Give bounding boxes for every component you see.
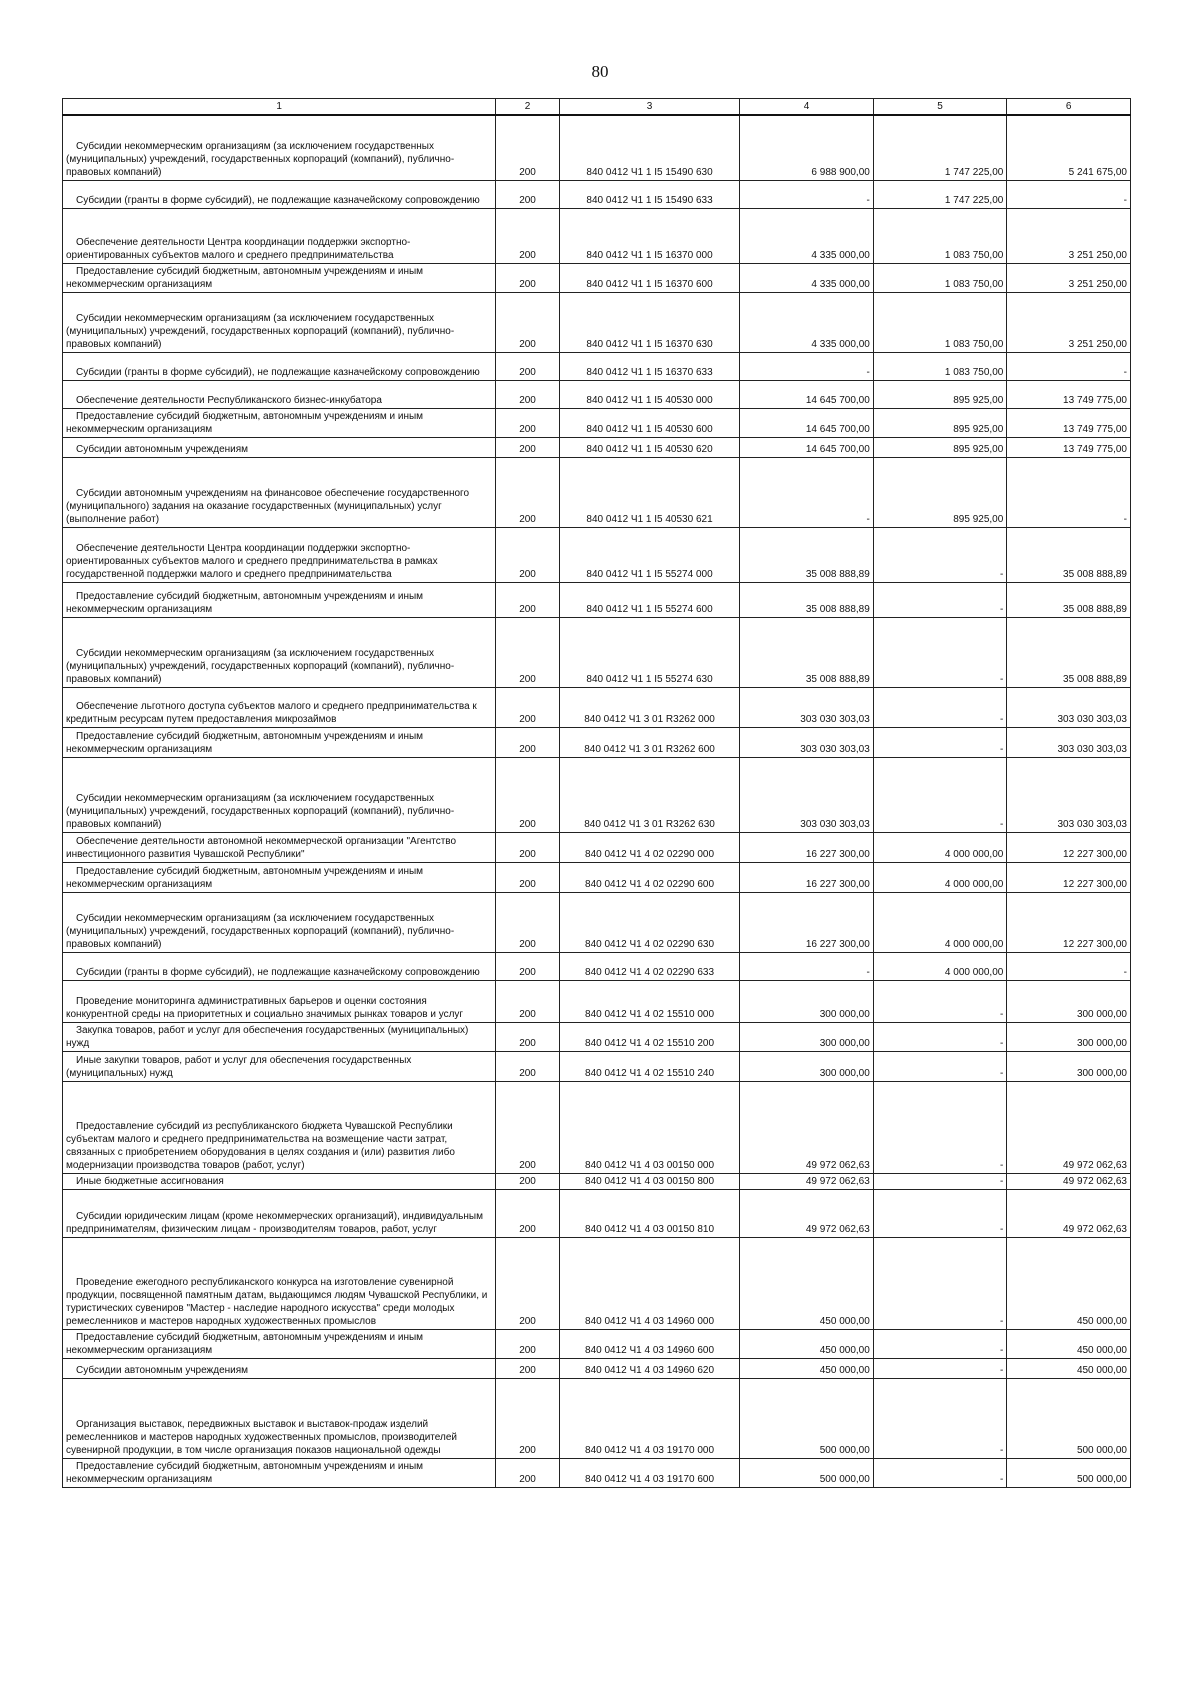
row-classification-cell: 840 0412 Ч1 3 01 R3262 630 — [559, 757, 740, 832]
row-col4-cell: 500 000,00 — [740, 1458, 874, 1487]
row-name-text: Субсидии автономным учреждениям на финансовое обеспечение государственного (муниципального) задания на оказание государственных (муниципальных) услуг (выполнение работ) — [66, 487, 470, 525]
row-name-text: Обеспечение деятельности автономной некоммерческой организации "Агентство инвестиционного развития Чувашской Республики" — [66, 835, 457, 860]
row-col6-cell: - — [1007, 180, 1131, 208]
row-classification-cell: 840 0412 Ч1 4 03 19170 600 — [559, 1458, 740, 1487]
table-row — [63, 1051, 1131, 1081]
row-col5-cell: 895 925,00 — [873, 437, 1007, 457]
row-name-cell — [63, 980, 496, 1022]
row-name-text: Закупка товаров, работ и услуг для обеспечения государственных (муниципальных) нужд — [66, 1024, 469, 1049]
row-col4-cell: 35 008 888,89 — [740, 527, 874, 582]
row-code-cell: 200 — [496, 1329, 559, 1358]
row-col6-cell: 13 749 775,00 — [1007, 380, 1131, 408]
row-col5-cell: 1 083 750,00 — [873, 292, 1007, 352]
row-col4-cell: 303 030 303,03 — [740, 727, 874, 757]
row-col6-cell: 500 000,00 — [1007, 1378, 1131, 1458]
row-code-cell: 200 — [496, 1173, 559, 1189]
row-name-text: Субсидии автономным учреждениям — [76, 1364, 249, 1376]
row-name-cell — [63, 617, 496, 687]
header-row — [63, 99, 1131, 116]
row-classification-cell: 840 0412 Ч1 1 I5 40530 620 — [559, 437, 740, 457]
row-name-cell — [63, 263, 496, 292]
row-col6-cell: 300 000,00 — [1007, 1022, 1131, 1051]
row-col6-cell: 303 030 303,03 — [1007, 727, 1131, 757]
row-classification-cell: 840 0412 Ч1 4 03 00150 000 — [559, 1081, 740, 1173]
row-classification-cell: 840 0412 Ч1 4 03 00150 800 — [559, 1173, 740, 1189]
row-col6-cell: 3 251 250,00 — [1007, 263, 1131, 292]
row-code-cell: 200 — [496, 1458, 559, 1487]
row-name-cell — [63, 952, 496, 980]
row-code-cell: 200 — [496, 1237, 559, 1329]
row-name-cell — [63, 1051, 496, 1081]
row-name-cell — [63, 180, 496, 208]
row-name-text: Предоставление субсидий бюджетным, автономным учреждениям и иным некоммерческим организациям — [66, 865, 424, 890]
row-col5-cell: - — [873, 1051, 1007, 1081]
row-classification-cell: 840 0412 Ч1 4 02 02290 600 — [559, 862, 740, 892]
row-classification-cell: 840 0412 Ч1 1 I5 15490 633 — [559, 180, 740, 208]
row-col5-cell: - — [873, 1189, 1007, 1237]
table-row — [63, 617, 1131, 687]
row-col4-cell: - — [740, 952, 874, 980]
row-classification-cell: 840 0412 Ч1 4 03 14960 000 — [559, 1237, 740, 1329]
row-col6-cell: 12 227 300,00 — [1007, 862, 1131, 892]
row-code-cell: 200 — [496, 180, 559, 208]
row-col4-cell: 16 227 300,00 — [740, 892, 874, 952]
row-code-cell: 200 — [496, 862, 559, 892]
header-col-4: 4 — [740, 99, 874, 116]
row-code-cell: 200 — [496, 727, 559, 757]
row-name-cell — [63, 1378, 496, 1458]
row-col6-cell: 35 008 888,89 — [1007, 582, 1131, 617]
row-name-cell — [63, 1358, 496, 1378]
row-code-cell: 200 — [496, 757, 559, 832]
row-classification-cell: 840 0412 Ч1 1 I5 40530 000 — [559, 380, 740, 408]
table-row — [63, 1081, 1131, 1173]
table-row — [63, 115, 1131, 180]
row-col4-cell: - — [740, 352, 874, 380]
row-col5-cell: - — [873, 617, 1007, 687]
row-col4-cell: 49 972 062,63 — [740, 1173, 874, 1189]
row-col6-cell: 303 030 303,03 — [1007, 757, 1131, 832]
row-name-text: Предоставление субсидий бюджетным, автономным учреждениям и иным некоммерческим организациям — [66, 410, 424, 435]
row-col6-cell: - — [1007, 457, 1131, 527]
row-col5-cell: - — [873, 727, 1007, 757]
table-row — [63, 1237, 1131, 1329]
row-name-cell — [63, 115, 496, 180]
row-col4-cell: 300 000,00 — [740, 980, 874, 1022]
row-name-cell — [63, 1173, 496, 1189]
row-classification-cell: 840 0412 Ч1 4 03 00150 810 — [559, 1189, 740, 1237]
table-row — [63, 1022, 1131, 1051]
row-classification-cell: 840 0412 Ч1 4 02 15510 000 — [559, 980, 740, 1022]
row-col4-cell: 14 645 700,00 — [740, 437, 874, 457]
row-classification-cell: 840 0412 Ч1 4 02 02290 630 — [559, 892, 740, 952]
table-row — [63, 527, 1131, 582]
row-col5-cell: 895 925,00 — [873, 457, 1007, 527]
row-code-cell: 200 — [496, 1081, 559, 1173]
row-col5-cell: 4 000 000,00 — [873, 862, 1007, 892]
row-code-cell: 200 — [496, 263, 559, 292]
table-row — [63, 980, 1131, 1022]
table-row — [63, 263, 1131, 292]
row-col4-cell: 6 988 900,00 — [740, 115, 874, 180]
table-row — [63, 292, 1131, 352]
row-code-cell: 200 — [496, 617, 559, 687]
row-col6-cell: 500 000,00 — [1007, 1458, 1131, 1487]
row-col5-cell: - — [873, 1358, 1007, 1378]
row-col4-cell: - — [740, 457, 874, 527]
row-col5-cell: - — [873, 1378, 1007, 1458]
row-name-cell — [63, 1081, 496, 1173]
row-name-text: Иные закупки товаров, работ и услуг для обеспечения государственных (муниципальных) нужд — [66, 1054, 412, 1079]
row-col5-cell: 4 000 000,00 — [873, 832, 1007, 862]
row-name-text: Обеспечение деятельности Центра координации поддержки экспортно-ориентированных субъектов малого и среднего предпринимательства в рамках государственной поддержки малого и среднего предпринимательства — [66, 542, 438, 580]
table-row — [63, 408, 1131, 437]
row-name-cell — [63, 1458, 496, 1487]
row-name-text: Предоставление субсидий бюджетным, автономным учреждениям и иным некоммерческим организациям — [66, 1460, 424, 1485]
row-name-cell — [63, 352, 496, 380]
table-row — [63, 892, 1131, 952]
row-name-text: Субсидии некоммерческим организациям (за исключением государственных (муниципальных) учреждений, государственных корпораций (компаний), публично-правовых компаний) — [66, 647, 455, 685]
table-row — [63, 757, 1131, 832]
row-name-text: Субсидии автономным учреждениям — [76, 443, 249, 455]
row-code-cell: 200 — [496, 292, 559, 352]
row-col4-cell: 49 972 062,63 — [740, 1189, 874, 1237]
row-name-text: Предоставление субсидий бюджетным, автономным учреждениям и иным некоммерческим организациям — [66, 730, 424, 755]
table-row — [63, 832, 1131, 862]
row-code-cell: 200 — [496, 892, 559, 952]
row-classification-cell: 840 0412 Ч1 1 I5 16370 630 — [559, 292, 740, 352]
table-row — [63, 380, 1131, 408]
table-row — [63, 687, 1131, 727]
row-code-cell: 200 — [496, 1378, 559, 1458]
row-code-cell: 200 — [496, 380, 559, 408]
header-col-1: 1 — [63, 99, 496, 116]
row-name-text: Предоставление субсидий из республиканского бюджета Чувашской Республики субъектам малого и среднего предпринимательства на возмещение части затрат, связанных с приобретением оборудования в целях создания и (или) развития либо модернизации производства товаров (работ, услуг) — [66, 1120, 455, 1171]
row-name-text: Субсидии некоммерческим организациям (за исключением государственных (муниципальных) учреждений, государственных корпораций (компаний), публично-правовых компаний) — [66, 912, 455, 950]
row-name-cell — [63, 832, 496, 862]
row-col4-cell: 500 000,00 — [740, 1378, 874, 1458]
row-name-text: Субсидии (гранты в форме субсидий), не подлежащие казначейскому сопровождению — [76, 366, 480, 378]
row-classification-cell: 840 0412 Ч1 1 I5 16370 633 — [559, 352, 740, 380]
row-col5-cell: 895 925,00 — [873, 408, 1007, 437]
row-name-text: Субсидии некоммерческим организациям (за исключением государственных (муниципальных) учреждений, государственных корпораций (компаний), публично-правовых компаний) — [66, 312, 455, 350]
table-row — [63, 952, 1131, 980]
row-classification-cell: 840 0412 Ч1 1 I5 15490 630 — [559, 115, 740, 180]
row-name-text: Субсидии (гранты в форме субсидий), не подлежащие казначейскому сопровождению — [76, 966, 480, 978]
header-col-5: 5 — [873, 99, 1007, 116]
row-col6-cell: 13 749 775,00 — [1007, 408, 1131, 437]
row-col5-cell: - — [873, 980, 1007, 1022]
table-row — [63, 1329, 1131, 1358]
row-code-cell: 200 — [496, 437, 559, 457]
row-classification-cell: 840 0412 Ч1 1 I5 16370 000 — [559, 208, 740, 263]
row-col5-cell: 4 000 000,00 — [873, 892, 1007, 952]
row-col6-cell: 49 972 062,63 — [1007, 1189, 1131, 1237]
table-row — [63, 1173, 1131, 1189]
row-code-cell: 200 — [496, 208, 559, 263]
row-name-cell — [63, 408, 496, 437]
page-number: 80 — [591, 62, 609, 81]
row-code-cell: 200 — [496, 408, 559, 437]
row-classification-cell: 840 0412 Ч1 1 I5 40530 600 — [559, 408, 740, 437]
row-code-cell: 200 — [496, 1022, 559, 1051]
row-col5-cell: - — [873, 757, 1007, 832]
row-name-cell — [63, 292, 496, 352]
table-row — [63, 437, 1131, 457]
row-code-cell: 200 — [496, 582, 559, 617]
row-name-text: Иные бюджетные ассигнования — [76, 1175, 224, 1187]
row-col5-cell: 4 000 000,00 — [873, 952, 1007, 980]
row-col5-cell: - — [873, 1173, 1007, 1189]
row-col6-cell: - — [1007, 952, 1131, 980]
row-code-cell: 200 — [496, 457, 559, 527]
row-name-text: Обеспечение деятельности Центра координации поддержки экспортно-ориентированных субъектов малого и среднего предпринимательства — [66, 236, 411, 261]
row-code-cell: 200 — [496, 115, 559, 180]
row-code-cell: 200 — [496, 952, 559, 980]
table-row — [63, 862, 1131, 892]
row-col6-cell: 300 000,00 — [1007, 980, 1131, 1022]
row-classification-cell: 840 0412 Ч1 4 03 14960 620 — [559, 1358, 740, 1378]
row-col6-cell: 450 000,00 — [1007, 1329, 1131, 1358]
table-row — [63, 457, 1131, 527]
row-classification-cell: 840 0412 Ч1 1 I5 16370 600 — [559, 263, 740, 292]
row-name-text: Организация выставок, передвижных выставок и выставок-продаж изделий ремесленников и мастеров народных художественных промыслов, производителей сувенирной продукции, в том числе организация показов национальной одежды — [66, 1418, 457, 1456]
row-name-cell — [63, 862, 496, 892]
row-col5-cell: 1 747 225,00 — [873, 180, 1007, 208]
row-col6-cell: 35 008 888,89 — [1007, 617, 1131, 687]
row-name-text: Субсидии юридическим лицам (кроме некоммерческих организаций), индивидуальным предпринимателям, физическим лицам - производителям товаров, работ, услуг — [66, 1210, 483, 1235]
row-col6-cell: 450 000,00 — [1007, 1358, 1131, 1378]
row-name-cell — [63, 457, 496, 527]
row-col4-cell: 450 000,00 — [740, 1358, 874, 1378]
row-name-cell — [63, 437, 496, 457]
row-col6-cell: 303 030 303,03 — [1007, 687, 1131, 727]
row-col4-cell: 300 000,00 — [740, 1022, 874, 1051]
row-classification-cell: 840 0412 Ч1 4 03 19170 000 — [559, 1378, 740, 1458]
row-col6-cell: 3 251 250,00 — [1007, 292, 1131, 352]
row-name-text: Проведение ежегодного республиканского конкурса на изготовление сувенирной продукции, посвященной памятным датам, выдающимся людям Чувашской Республики, и туристических сувениров "Мастер - наследие народного искусства" среди молодых ремесленников и мастеров народных художественных промыслов — [66, 1276, 488, 1327]
table-row — [63, 582, 1131, 617]
row-col4-cell: 16 227 300,00 — [740, 832, 874, 862]
row-col5-cell: - — [873, 527, 1007, 582]
row-classification-cell: 840 0412 Ч1 1 I5 55274 630 — [559, 617, 740, 687]
row-classification-cell: 840 0412 Ч1 4 02 02290 633 — [559, 952, 740, 980]
table-row — [63, 208, 1131, 263]
row-col4-cell: 4 335 000,00 — [740, 263, 874, 292]
table-header — [63, 99, 1131, 116]
row-name-cell — [63, 582, 496, 617]
row-col4-cell: 303 030 303,03 — [740, 757, 874, 832]
row-col6-cell: 49 972 062,63 — [1007, 1081, 1131, 1173]
row-col5-cell: 895 925,00 — [873, 380, 1007, 408]
row-col4-cell: 49 972 062,63 — [740, 1081, 874, 1173]
row-col6-cell: 13 749 775,00 — [1007, 437, 1131, 457]
row-col5-cell: - — [873, 582, 1007, 617]
row-col4-cell: 35 008 888,89 — [740, 617, 874, 687]
row-code-cell: 200 — [496, 1051, 559, 1081]
table-body — [63, 115, 1131, 1487]
row-col5-cell: 1 083 750,00 — [873, 263, 1007, 292]
row-name-cell — [63, 687, 496, 727]
row-name-text: Обеспечение льготного доступа субъектов малого и среднего предпринимательства к кредитным ресурсам путем предоставления микрозаймов — [66, 700, 477, 725]
row-col6-cell: 450 000,00 — [1007, 1237, 1131, 1329]
row-col4-cell: - — [740, 180, 874, 208]
row-col6-cell: 12 227 300,00 — [1007, 892, 1131, 952]
row-col4-cell: 4 335 000,00 — [740, 292, 874, 352]
row-name-text: Проведение мониторинга административных барьеров и оценки состояния конкурентной среды на приоритетных и социально значимых рынках товаров и услуг — [66, 995, 464, 1020]
row-col6-cell: 12 227 300,00 — [1007, 832, 1131, 862]
row-col4-cell: 16 227 300,00 — [740, 862, 874, 892]
row-classification-cell: 840 0412 Ч1 3 01 R3262 000 — [559, 687, 740, 727]
row-col5-cell: - — [873, 1329, 1007, 1358]
row-name-text: Субсидии (гранты в форме субсидий), не подлежащие казначейскому сопровождению — [76, 194, 480, 206]
row-name-text: Предоставление субсидий бюджетным, автономным учреждениям и иным некоммерческим организациям — [66, 590, 424, 615]
table-row — [63, 727, 1131, 757]
row-classification-cell: 840 0412 Ч1 1 I5 55274 600 — [559, 582, 740, 617]
row-name-cell — [63, 892, 496, 952]
row-name-text: Субсидии некоммерческим организациям (за исключением государственных (муниципальных) учреждений, государственных корпораций (компаний), публично-правовых компаний) — [66, 140, 455, 178]
row-name-cell — [63, 1022, 496, 1051]
row-code-cell: 200 — [496, 687, 559, 727]
row-col5-cell: - — [873, 1022, 1007, 1051]
row-classification-cell: 840 0412 Ч1 4 02 02290 000 — [559, 832, 740, 862]
table-row — [63, 352, 1131, 380]
row-col5-cell: - — [873, 1081, 1007, 1173]
row-col6-cell: 49 972 062,63 — [1007, 1173, 1131, 1189]
row-col4-cell: 35 008 888,89 — [740, 582, 874, 617]
row-name-cell — [63, 1329, 496, 1358]
row-col4-cell: 14 645 700,00 — [740, 380, 874, 408]
row-name-cell — [63, 380, 496, 408]
header-col-6: 6 — [1007, 99, 1131, 116]
row-name-text: Субсидии некоммерческим организациям (за исключением государственных (муниципальных) учреждений, государственных корпораций (компаний), публично-правовых компаний) — [66, 792, 455, 830]
row-code-cell: 200 — [496, 980, 559, 1022]
row-name-cell — [63, 208, 496, 263]
budget-table — [62, 98, 1131, 1488]
row-classification-cell: 840 0412 Ч1 1 I5 40530 621 — [559, 457, 740, 527]
row-classification-cell: 840 0412 Ч1 3 01 R3262 600 — [559, 727, 740, 757]
row-col4-cell: 14 645 700,00 — [740, 408, 874, 437]
table-row — [63, 1378, 1131, 1458]
table-row — [63, 1358, 1131, 1378]
row-name-cell — [63, 757, 496, 832]
row-code-cell: 200 — [496, 352, 559, 380]
row-classification-cell: 840 0412 Ч1 4 02 15510 200 — [559, 1022, 740, 1051]
row-col5-cell: - — [873, 687, 1007, 727]
row-col4-cell: 450 000,00 — [740, 1329, 874, 1358]
row-col6-cell: 300 000,00 — [1007, 1051, 1131, 1081]
header-col-3: 3 — [559, 99, 740, 116]
row-col6-cell: 35 008 888,89 — [1007, 527, 1131, 582]
row-classification-cell: 840 0412 Ч1 1 I5 55274 000 — [559, 527, 740, 582]
header-col-2: 2 — [496, 99, 559, 116]
row-col5-cell: 1 083 750,00 — [873, 352, 1007, 380]
row-col4-cell: 4 335 000,00 — [740, 208, 874, 263]
row-col6-cell: 5 241 675,00 — [1007, 115, 1131, 180]
row-name-cell — [63, 1237, 496, 1329]
row-col5-cell: - — [873, 1458, 1007, 1487]
row-col5-cell: 1 083 750,00 — [873, 208, 1007, 263]
row-col5-cell: - — [873, 1237, 1007, 1329]
row-col6-cell: - — [1007, 352, 1131, 380]
row-code-cell: 200 — [496, 832, 559, 862]
row-name-text: Предоставление субсидий бюджетным, автономным учреждениям и иным некоммерческим организациям — [66, 1331, 424, 1356]
row-name-text: Предоставление субсидий бюджетным, автономным учреждениям и иным некоммерческим организациям — [66, 265, 424, 290]
table-row — [63, 1189, 1131, 1237]
row-name-cell — [63, 527, 496, 582]
row-col5-cell: 1 747 225,00 — [873, 115, 1007, 180]
row-col6-cell: 3 251 250,00 — [1007, 208, 1131, 263]
row-col4-cell: 450 000,00 — [740, 1237, 874, 1329]
row-code-cell: 200 — [496, 527, 559, 582]
row-code-cell: 200 — [496, 1189, 559, 1237]
table-row — [63, 1458, 1131, 1487]
row-classification-cell: 840 0412 Ч1 4 02 15510 240 — [559, 1051, 740, 1081]
row-classification-cell: 840 0412 Ч1 4 03 14960 600 — [559, 1329, 740, 1358]
row-name-text: Обеспечение деятельности Республиканского бизнес-инкубатора — [76, 394, 382, 406]
row-col4-cell: 300 000,00 — [740, 1051, 874, 1081]
row-col4-cell: 303 030 303,03 — [740, 687, 874, 727]
row-name-cell — [63, 727, 496, 757]
row-code-cell: 200 — [496, 1358, 559, 1378]
row-name-cell — [63, 1189, 496, 1237]
table-row — [63, 180, 1131, 208]
